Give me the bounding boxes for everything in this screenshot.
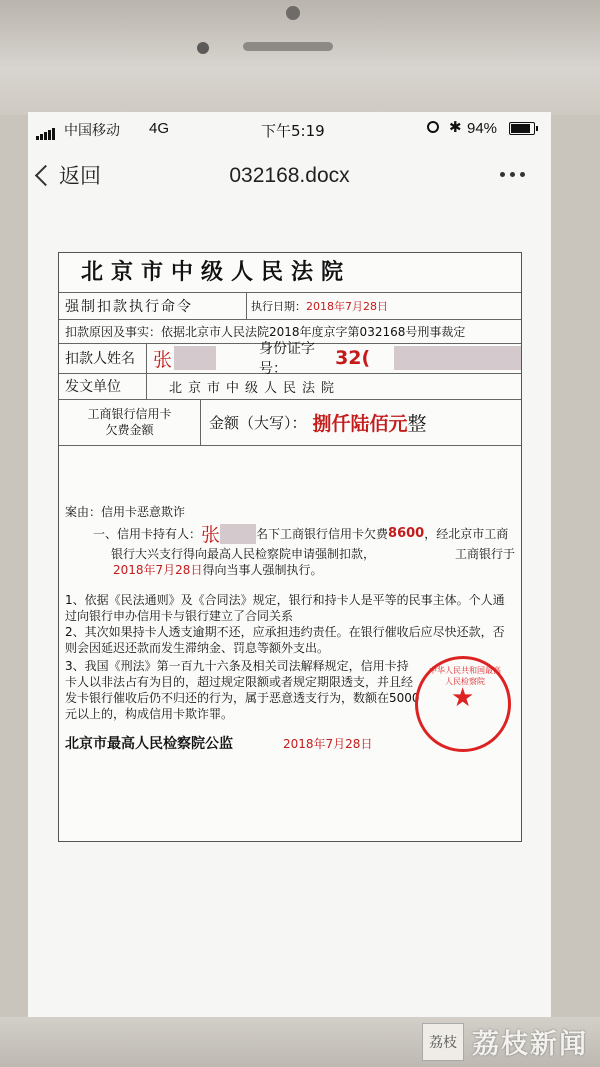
- amount-value: 捌仟陆佰元: [312, 412, 408, 435]
- id-label: 身份证字号：: [259, 341, 315, 377]
- p1-a: 一、信用卡持有人：: [93, 527, 202, 541]
- name-value: 张: [153, 348, 173, 371]
- more-icon[interactable]: [500, 172, 525, 177]
- debt-label: [59, 399, 201, 445]
- amount-row: [59, 399, 521, 446]
- amount-suffix: 整: [407, 412, 427, 435]
- document-title: 032168.docx: [229, 164, 350, 187]
- status-bar: [28, 112, 551, 146]
- case-line: 案由：信用卡恶意欺诈: [65, 505, 186, 519]
- watermark-logo: 荔枝: [422, 1023, 464, 1061]
- document-page: [58, 252, 522, 842]
- amount-label: 金额（大写）：: [209, 413, 307, 432]
- redaction-mask: [220, 524, 256, 544]
- reason-text: 依据北京市人民法院2018年度京字第032168号刑事裁定: [161, 324, 466, 339]
- name-row: [59, 341, 521, 377]
- bluetooth-icon: ✱: [449, 119, 462, 136]
- p3-b: 则会因延迟还款而发生滞纳金、罚息等额外支出。: [65, 641, 330, 655]
- p4-d: 元以上的，构成信用卡欺诈罪。: [65, 707, 234, 721]
- p1-line3: [113, 561, 322, 578]
- earpiece-speaker: [243, 42, 333, 51]
- star-icon: ★: [451, 683, 475, 713]
- order-row: [59, 293, 521, 320]
- redaction-mask: [394, 346, 521, 370]
- issuer-label: 发文单位: [59, 373, 147, 399]
- proximity-sensor: [197, 42, 209, 54]
- p3-a: 2、其次如果持卡人透支逾期不还，应承担违约责任。在银行催收后应尽快还款，否: [65, 625, 505, 639]
- battery-fill: [511, 124, 530, 133]
- p1-name: 张: [201, 524, 221, 546]
- redaction-mask: [174, 346, 216, 370]
- front-camera: [286, 6, 300, 20]
- exec-date-label: 执行日期：: [251, 300, 306, 313]
- p4-a: 3、我国《刑法》第一百九十六条及相关司法解释规定，信用卡持: [65, 659, 409, 673]
- id-cell: [259, 341, 521, 377]
- reason-label: 扣款原因及事实：: [65, 324, 162, 339]
- p2-b: 过向银行申办信用卡与银行建立了合同关系: [65, 609, 294, 623]
- watermark-text: 荔枝新闻: [472, 1029, 588, 1060]
- network-type: 4G: [149, 120, 170, 137]
- back-label: 返回: [59, 164, 101, 188]
- nav-bar: [28, 146, 551, 206]
- carrier-name: 中国移动: [64, 123, 120, 139]
- p1-d: 银行大兴支行得向最高人民检察院申请强制扣款，: [111, 547, 376, 561]
- p1-date: 2018年7月28日: [113, 563, 203, 577]
- p1-amount: 8600: [388, 526, 425, 541]
- sign-date: 2018年7月28日: [283, 737, 373, 751]
- id-value: 32(: [335, 347, 371, 369]
- rotation-lock-icon: [427, 121, 439, 133]
- p4-b: 卡人以非法占有为目的，超过规定限额或者规定期限透支，并且经: [65, 675, 414, 689]
- order-title: 强制扣款执行命令: [59, 293, 247, 319]
- p1-f: 得向当事人强制执行。: [202, 563, 323, 577]
- p1-c: ，经北京市工商: [424, 527, 509, 541]
- name-label: 扣款人姓名: [59, 343, 147, 373]
- battery-icon: [509, 122, 535, 135]
- news-watermark: [422, 1022, 588, 1061]
- seal-text: 中华人民共和国最高人民检察院: [429, 666, 501, 686]
- clock: 下午5:19: [261, 122, 325, 140]
- court-name: 北京市中级人民法院: [59, 253, 521, 293]
- p1-e: 工商银行于: [455, 547, 516, 561]
- p2-a: 1、依据《民法通则》及《合同法》规定，银行和持卡人是平等的民事主体。个人通: [65, 593, 505, 607]
- battery-percent: 94%: [467, 120, 498, 137]
- exec-date-value: 2018年7月28日: [306, 300, 388, 313]
- issuer-row: [59, 373, 521, 400]
- official-seal: [415, 656, 511, 752]
- debt-label-line2: 欠费金额: [105, 423, 154, 437]
- phone-screen: [28, 112, 551, 1017]
- signal-icon: [36, 123, 56, 140]
- debt-label-line1: 工商银行信用卡: [87, 407, 172, 421]
- paragraph-1: [93, 520, 508, 547]
- p4-c: 发卡银行催收后仍不归还的行为，属于恶意透支行为，数额在5000: [65, 691, 420, 705]
- issuer-value: 北京市中级人民法院: [169, 380, 341, 396]
- phone-bezel-top: [0, 0, 600, 115]
- signature: 北京市最高人民检察院公监: [65, 736, 233, 752]
- exec-date: [247, 293, 521, 319]
- amount-cell: [209, 399, 521, 445]
- p1-b: 名下工商银行信用卡欠费: [256, 527, 389, 541]
